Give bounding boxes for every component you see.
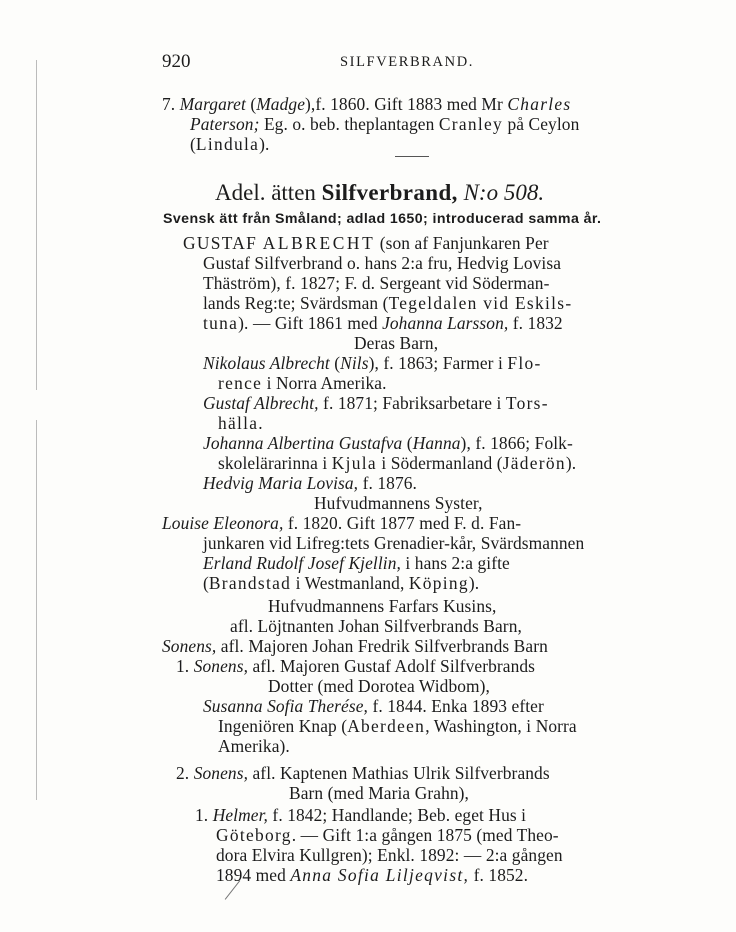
subheading: Deras Barn, bbox=[354, 333, 439, 353]
subheading: Hufvudmannens Farfars Kusins, bbox=[268, 596, 497, 616]
running-title: SILFVERBRAND. bbox=[340, 54, 474, 70]
text-line: 1. Helmer, f. 1842; Handlande; Beb. eget Hus i bbox=[195, 805, 527, 825]
text-line: Hedvig Maria Lovisa, f. 1876. bbox=[203, 473, 417, 493]
text-line: 1. Sonens, afl. Majoren Gustaf Adolf Silfverbrands bbox=[176, 656, 536, 676]
margin-line bbox=[36, 420, 37, 800]
text-line: skolelärarinna i Kjula i Södermanland (Jäderön). bbox=[218, 453, 577, 473]
page-number: 920 bbox=[162, 51, 191, 72]
text-line: Gustaf Albrecht, f. 1871; Fabriksarbetare i Tors- bbox=[203, 393, 549, 413]
text-line: Dotter (med Dorotea Widbom), bbox=[268, 676, 490, 696]
text-line: Louise Eleonora, f. 1820. Gift 1877 med F. d. Fan- bbox=[162, 513, 522, 533]
section-divider bbox=[395, 156, 429, 157]
text-line: Susanna Sofia Therése, f. 1844. Enka 1893 efter bbox=[203, 696, 544, 716]
text-line: 7. Margaret (Madge),f. 1860. Gift 1883 med Mr Charles bbox=[162, 94, 572, 114]
text-line: Gustaf Silfverbrand o. hans 2:a fru, Hedvig Lovisa bbox=[203, 253, 562, 273]
text-line: Barn (med Maria Grahn), bbox=[289, 783, 470, 803]
text-line: Erland Rudolf Josef Kjellin, i hans 2:a gifte bbox=[203, 553, 510, 573]
text-line: (Brandstad i Westmanland, Köping). bbox=[203, 573, 480, 593]
text-line: Thäström), f. 1827; F. d. Sergeant vid Söderman- bbox=[203, 273, 550, 293]
margin-line bbox=[36, 60, 37, 390]
text-line: rence i Norra Amerika. bbox=[218, 373, 387, 393]
text-line: lands Reg:te; Svärdsman (Tegeldalen vid Eskils- bbox=[203, 293, 573, 313]
section-title: Adel. ätten Silfverbrand, N:o 508. bbox=[215, 180, 545, 205]
text-line: dora Elvira Kullgren); Enkl. 1892: — 2:a gången bbox=[216, 845, 563, 865]
subheading: afl. Löjtnanten Johan Silfverbrands Barn, bbox=[230, 616, 522, 636]
section-subtitle: Svensk ätt från Småland; adlad 1650; introducerad samma år. bbox=[163, 211, 602, 227]
text-line: junkaren vid Lifreg:tets Grenadier-kår, Svärdsmannen bbox=[203, 533, 585, 553]
text-line: (Lindula). bbox=[190, 134, 270, 154]
text-line: 2. Sonens, afl. Kaptenen Mathias Ulrik Silfverbrands bbox=[176, 763, 550, 783]
text-line: Amerika). bbox=[218, 736, 290, 756]
text-line: Göteborg. — Gift 1:a gången 1875 (med Theo- bbox=[216, 825, 559, 845]
subheading: Hufvudmannens Syster, bbox=[314, 493, 483, 513]
text-line: Johanna Albertina Gustafva (Hanna), f. 1866; Folk- bbox=[203, 433, 573, 453]
text-line: Nikolaus Albrecht (Nils), f. 1863; Farmer i Flo- bbox=[203, 353, 542, 373]
text-line: Sonens, afl. Majoren Johan Fredrik Silfverbrands Barn bbox=[162, 636, 548, 656]
text-line: tuna). — Gift 1861 med Johanna Larsson, f. 1832 bbox=[203, 313, 563, 333]
text-line: 1894 med Anna Sofia Liljeqvist, f. 1852. bbox=[216, 865, 529, 885]
text-line: GUSTAF ALBRECHT (son af Fanjunkaren Per bbox=[183, 233, 549, 253]
text-line: Ingeniören Knap (Aberdeen, Washington, i Norra bbox=[218, 716, 577, 736]
text-line: hälla. bbox=[218, 413, 263, 433]
text-line: Paterson; Eg. o. beb. theplantagen Cranley på Ceylon bbox=[190, 114, 580, 134]
